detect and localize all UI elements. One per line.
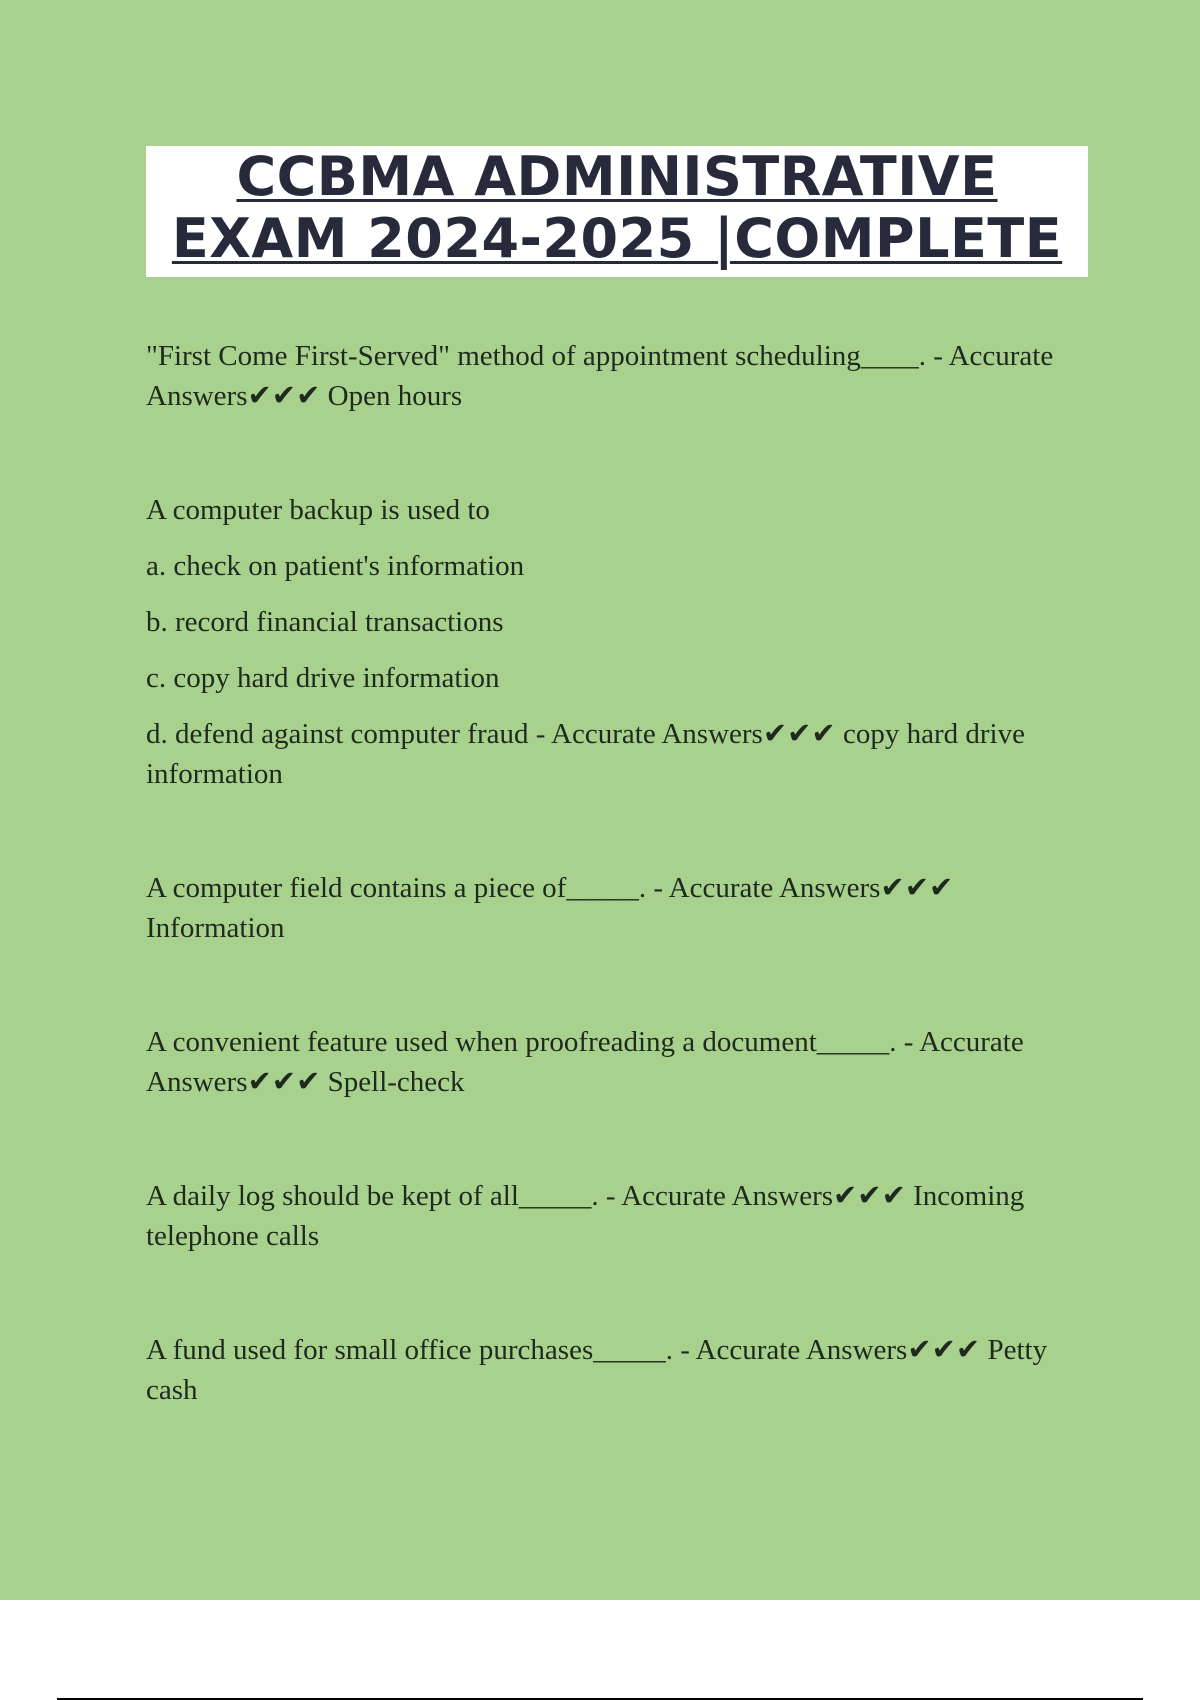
question-answer-item	[146, 868, 1086, 948]
question-answer-item	[146, 1176, 1086, 1256]
question-text: "First Come First-Served" method of appointment scheduling____. - Accurate Answers✔✔✔ Open hours	[146, 340, 1054, 412]
question-text: A fund used for small office purchases_____. - Accurate Answers✔✔✔ Petty cash	[146, 1334, 1048, 1406]
answer-option-b: b. record financial transactions	[146, 606, 504, 638]
question-answer-item	[146, 336, 1086, 416]
question-answer-item	[146, 1330, 1086, 1410]
document-title	[146, 146, 1088, 277]
question-text: A computer backup is used to	[146, 494, 490, 526]
answer-option-c: c. copy hard drive information	[146, 662, 500, 694]
title-line-2: EXAM 2024-2025 |COMPLETE	[171, 207, 1063, 270]
answer-option-a: a. check on patient's information	[146, 550, 525, 582]
question-list	[146, 336, 1086, 1484]
question-text: A computer field contains a piece of_____. - Accurate Answers✔✔✔ Information	[146, 872, 954, 944]
question-answer-item	[146, 490, 1086, 794]
answer-option-d: d. defend against computer fraud - Accurate Answers✔✔✔ copy hard drive information	[146, 718, 1025, 790]
question-answer-item	[146, 1022, 1086, 1102]
title-line-1: CCBMA ADMINISTRATIVE	[236, 146, 998, 208]
question-text: A daily log should be kept of all_____. - Accurate Answers✔✔✔ Incoming telephone calls	[146, 1180, 1025, 1252]
question-text: A convenient feature used when proofreading a document_____. - Accurate Answers✔✔✔ Spell-check	[146, 1026, 1024, 1098]
